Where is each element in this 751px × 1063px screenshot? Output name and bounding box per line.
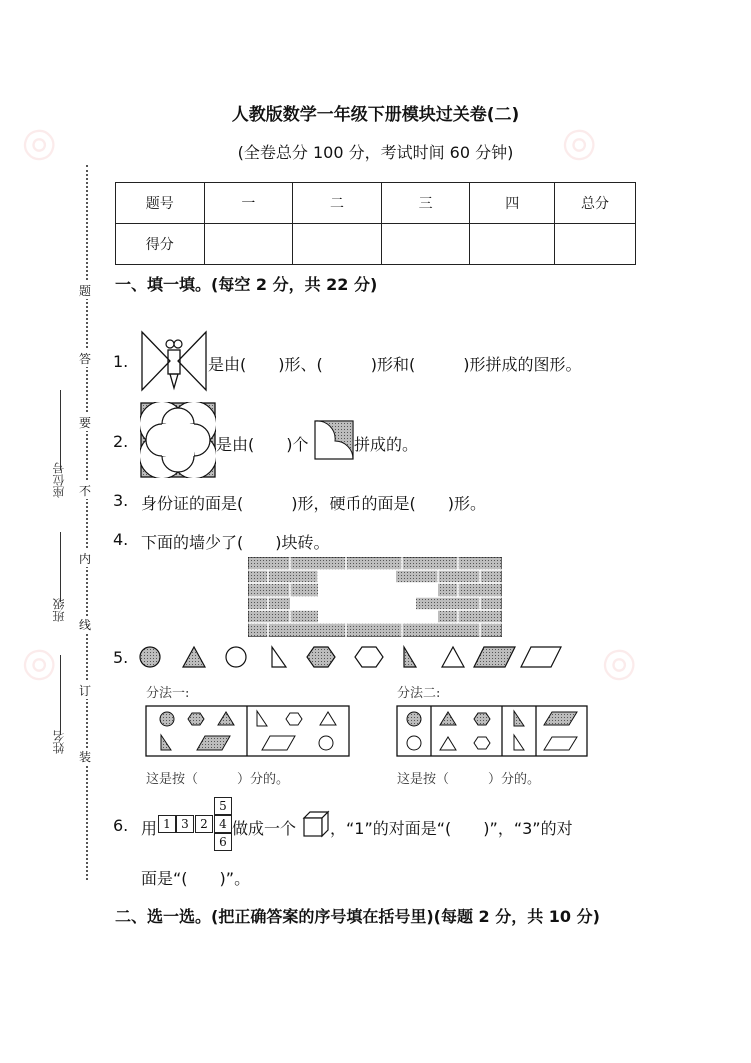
table-cell: 四	[470, 183, 555, 224]
seat-label: 座位号	[52, 462, 66, 498]
table-cell: 题号	[116, 183, 205, 224]
table-row	[116, 183, 636, 224]
net-cell-4: 4	[214, 815, 232, 833]
method1-label: 分法一:	[146, 686, 190, 701]
net-cell-3: 3	[176, 815, 194, 833]
table-row	[116, 224, 636, 265]
watermark: ◎	[549, 114, 606, 172]
table-cell: 二	[293, 183, 382, 224]
score-input-cell[interactable]	[555, 224, 636, 265]
cube-icon	[302, 810, 330, 838]
q3-number: 3.	[113, 491, 129, 510]
binding-char: 不	[79, 484, 92, 498]
net-cell-1: 1	[158, 815, 176, 833]
method2-caption: 这是按（ ）分的。	[397, 772, 541, 787]
q2-text-b: 拼成的。	[354, 435, 419, 454]
binding-char: 答	[79, 352, 92, 366]
q6-text-a: 用	[141, 819, 158, 838]
binding-line	[86, 165, 88, 880]
binding-char: 订	[79, 684, 92, 698]
q5-shapes-row	[138, 643, 563, 671]
q2-number: 2.	[113, 432, 129, 451]
watermark: ◎	[9, 634, 66, 692]
q5-number: 5.	[113, 648, 129, 667]
net-cell-6: 6	[214, 833, 232, 851]
section2-heading: 二、选一选。(把正确答案的序号填在括号里)(每题 2 分，共 10 分)	[115, 907, 600, 926]
q2-text-a: 是由( )个	[216, 435, 309, 454]
q6-text-d: 面是“( )”。	[141, 869, 251, 888]
binding-char: 线	[79, 618, 92, 632]
net-cell-5: 5	[214, 797, 232, 815]
method2-grouping-box	[396, 705, 588, 757]
name-label: 姓名	[52, 730, 66, 754]
seat-field[interactable]	[60, 390, 62, 470]
q1-number: 1.	[113, 352, 129, 371]
score-table	[115, 182, 636, 265]
q4-text: 下面的墙少了( )块砖。	[141, 533, 330, 552]
table-cell: 总分	[555, 183, 636, 224]
watermark: ◎	[9, 114, 66, 172]
q6-number: 6.	[113, 816, 129, 835]
page-subtitle: (全卷总分 100 分，考试时间 60 分钟)	[237, 143, 514, 162]
table-cell: 一	[204, 183, 293, 224]
method2-label: 分法二:	[397, 686, 441, 701]
flower-square-figure	[140, 402, 216, 478]
table-cell: 得分	[116, 224, 205, 265]
class-field[interactable]	[60, 532, 62, 602]
table-cell: 三	[381, 183, 470, 224]
score-input-cell[interactable]	[381, 224, 470, 265]
binding-char: 要	[79, 416, 92, 430]
method1-grouping-box	[145, 705, 350, 757]
name-field[interactable]	[60, 655, 62, 735]
binding-char: 题	[79, 284, 92, 298]
q1-text: 是由( )形、( )形和( )形拼成的图形。	[208, 355, 582, 374]
q6-text-b: 做成一个	[232, 819, 297, 838]
cube-net-figure	[158, 797, 232, 851]
brick-wall-figure	[248, 557, 502, 637]
q6-text-c: ，“1”的对面是“( )”，“3”的对	[330, 819, 573, 838]
binding-char: 装	[79, 750, 92, 764]
class-label: 班级	[52, 598, 66, 622]
net-cell-2: 2	[195, 815, 213, 833]
section1-heading: 一、填一填。(每空 2 分，共 22 分)	[115, 275, 378, 294]
watermark: ◎	[589, 634, 646, 692]
score-input-cell[interactable]	[293, 224, 382, 265]
page-title: 人教版数学一年级下册模块过关卷(二)	[231, 105, 520, 125]
q4-number: 4.	[113, 530, 129, 549]
q3-text: 身份证的面是( )形，硬币的面是( )形。	[141, 494, 486, 513]
butterfly-figure	[140, 330, 208, 392]
binding-char: 内	[79, 552, 92, 566]
quarter-piece-figure	[314, 420, 354, 460]
score-input-cell[interactable]	[470, 224, 555, 265]
score-input-cell[interactable]	[204, 224, 293, 265]
method1-caption: 这是按（ ）分的。	[146, 772, 290, 787]
